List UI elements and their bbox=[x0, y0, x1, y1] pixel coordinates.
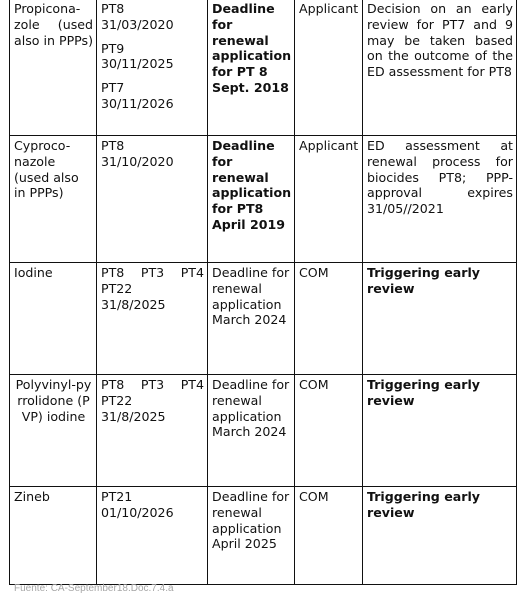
responsible-text: Applicant bbox=[299, 138, 359, 153]
pt-type: PT8 bbox=[101, 1, 125, 16]
table-row bbox=[10, 263, 517, 375]
pt-date: 31/03/2020 bbox=[101, 16, 174, 32]
responsible-cell bbox=[295, 375, 363, 487]
responsible-text: COM bbox=[299, 265, 329, 280]
responsible-cell bbox=[295, 0, 363, 136]
comment-text: Decision on an early review for PT7 and 9 may be taken based on the outcome of the ED assessment for PT8 bbox=[367, 1, 513, 80]
pt-type: PT21 bbox=[101, 489, 133, 504]
substance-cell bbox=[10, 136, 97, 263]
deadline-text: Deadline for renewal application for PT8 April 2019 bbox=[212, 138, 292, 232]
substance-cell bbox=[10, 263, 97, 375]
substance-cell bbox=[10, 0, 97, 136]
deadline-text: Deadline for renewal application for PT 8 Sept. 2018 bbox=[212, 1, 292, 95]
comment-text: Triggering early review bbox=[367, 377, 480, 408]
comment-text: Triggering early review bbox=[367, 489, 480, 520]
pt-type: PT8 PT3 PT4 PT22 bbox=[101, 265, 204, 296]
source-caption: Fuente: CA-September18.Doc.7.4.a bbox=[14, 583, 174, 594]
pt-date: 01/10/2026 bbox=[101, 504, 174, 520]
deadline-cell bbox=[208, 0, 295, 136]
substance-name: Propicona-zole (used also in PPPs) bbox=[14, 1, 94, 48]
deadline-cell bbox=[208, 263, 295, 375]
substance-cell bbox=[10, 375, 97, 487]
responsible-cell bbox=[295, 263, 363, 375]
pt-cell bbox=[97, 487, 208, 585]
deadline-text: Deadline for renewal application March 2024 bbox=[212, 265, 290, 328]
comment-text: ED assessment at renewal process for biocides PT8; PPP-approval expires 31/05//2021 bbox=[367, 138, 513, 217]
responsible-text: Applicant bbox=[299, 1, 359, 16]
substance-cell bbox=[10, 487, 97, 585]
table-row bbox=[10, 375, 517, 487]
pt-date: 31/8/2025 bbox=[101, 296, 166, 312]
deadline-text: Deadline for renewal application April 2025 bbox=[212, 489, 290, 552]
comment-cell bbox=[363, 375, 517, 487]
pt-type: PT9 bbox=[101, 40, 125, 56]
pt-date: 30/11/2026 bbox=[101, 95, 174, 111]
responsible-text: COM bbox=[299, 489, 329, 504]
pt-date: 31/8/2025 bbox=[101, 408, 166, 424]
deadline-cell bbox=[208, 136, 295, 263]
pt-cell bbox=[97, 136, 208, 263]
pt-type: PT8 bbox=[101, 138, 125, 153]
pt-cell bbox=[97, 0, 208, 136]
substance-name: Iodine bbox=[14, 265, 53, 280]
substance-name: Polyvinyl-pyrrolidone (PVP) iodine bbox=[15, 377, 92, 424]
table-row bbox=[10, 136, 517, 263]
pt-type: PT7 bbox=[101, 80, 125, 96]
substance-name: Zineb bbox=[14, 489, 50, 504]
deadline-cell bbox=[208, 487, 295, 585]
responsible-cell bbox=[295, 487, 363, 585]
comment-cell bbox=[363, 136, 517, 263]
pt-cell bbox=[97, 263, 208, 375]
deadline-cell bbox=[208, 375, 295, 487]
pt-date: 30/11/2025 bbox=[101, 56, 174, 72]
comment-text: Triggering early review bbox=[367, 265, 480, 296]
comment-cell bbox=[363, 263, 517, 375]
comment-cell bbox=[363, 487, 517, 585]
pt-type: PT8 PT3 PT4 PT22 bbox=[101, 377, 204, 408]
deadline-text: Deadline for renewal application March 2024 bbox=[212, 377, 290, 440]
substances-table bbox=[9, 0, 517, 585]
responsible-text: COM bbox=[299, 377, 329, 392]
pt-date: 31/10/2020 bbox=[101, 153, 174, 169]
table-row bbox=[10, 0, 517, 136]
pt-cell bbox=[97, 375, 208, 487]
responsible-cell bbox=[295, 136, 363, 263]
table-row bbox=[10, 487, 517, 585]
substance-name: Cyproco-nazole (used also in PPPs) bbox=[14, 138, 79, 201]
comment-cell bbox=[363, 0, 517, 136]
